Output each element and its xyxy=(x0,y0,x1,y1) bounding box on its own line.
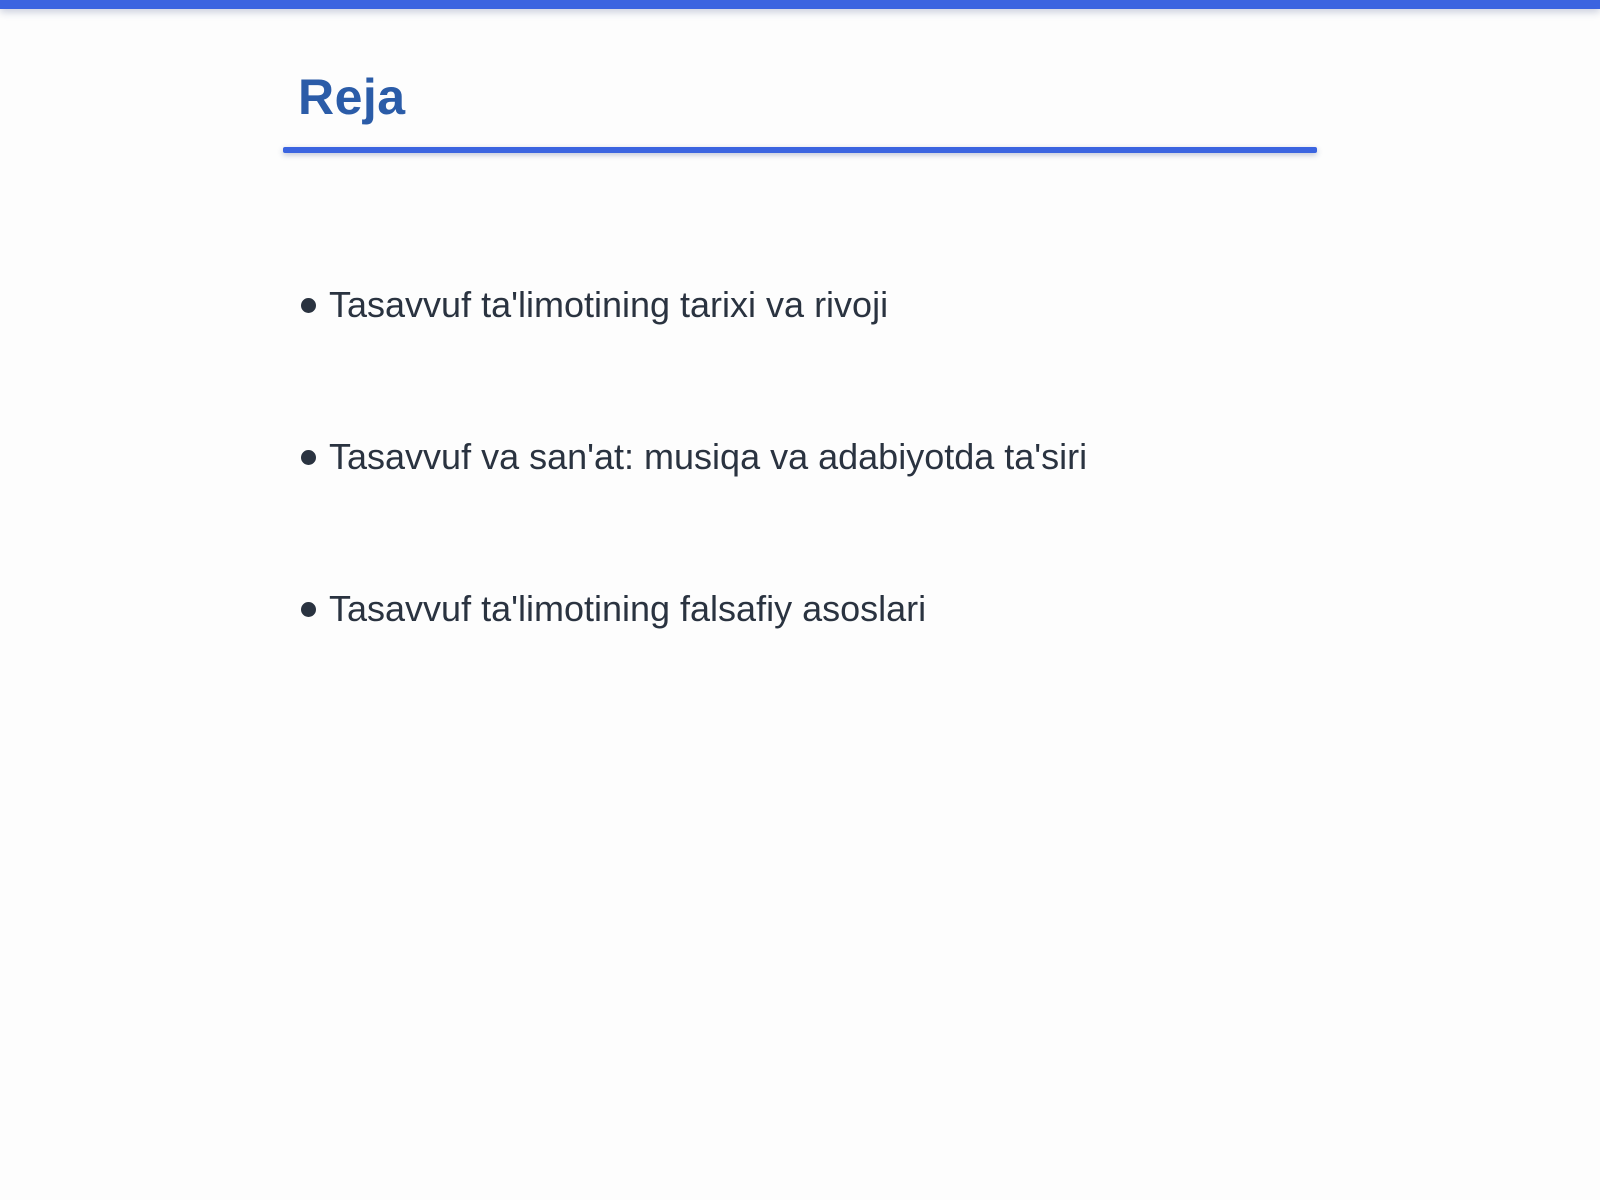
bullet-dot-icon xyxy=(301,298,316,313)
bullet-dot-icon xyxy=(301,450,316,465)
slide-title: Reja xyxy=(298,69,406,125)
top-accent-bar xyxy=(0,0,1600,9)
title-underline xyxy=(283,147,1317,153)
bullet-text: Tasavvuf ta'limotining tarixi va rivoji xyxy=(329,284,889,325)
bullet-text: Tasavvuf va san'at: musiqa va adabiyotda ta'siri xyxy=(329,436,1088,477)
bullet-dot-icon xyxy=(301,602,316,617)
bullet-text: Tasavvuf ta'limotining falsafiy asoslari xyxy=(329,588,927,629)
